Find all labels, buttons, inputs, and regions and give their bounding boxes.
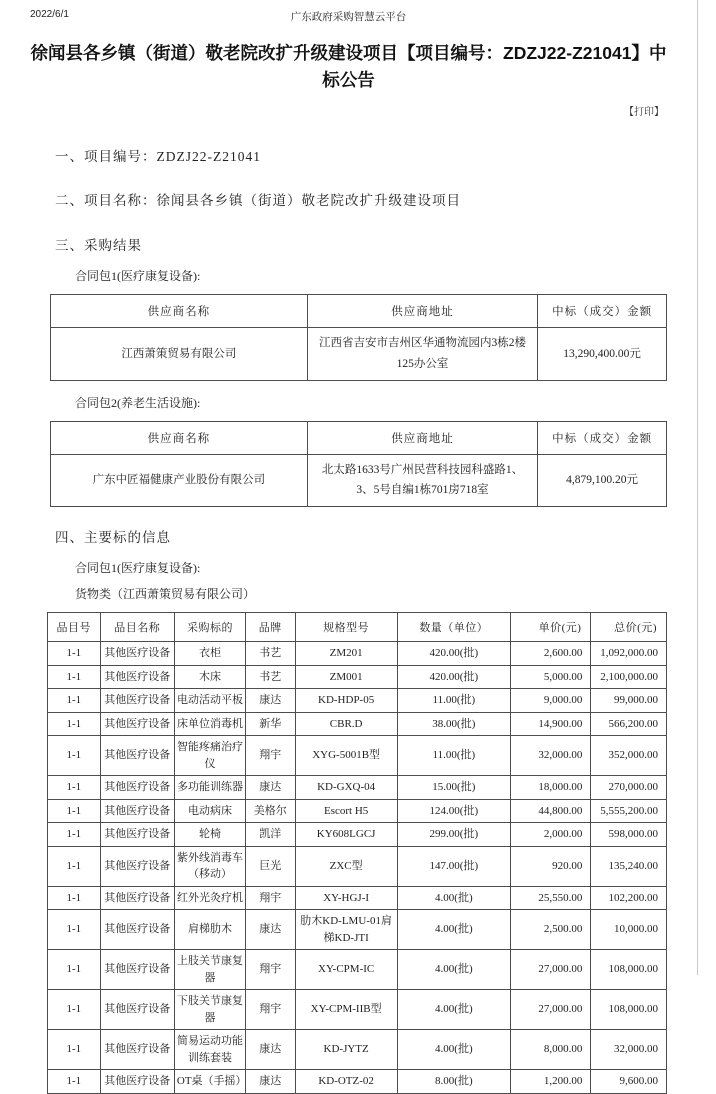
table-cell: 270,000.00 [591,776,667,800]
table-cell: 124.00(批) [397,799,510,823]
table-cell: 康达 [246,1070,296,1094]
table-row [48,823,667,847]
table-cell: 8,000.00 [510,1030,590,1070]
table-cell: 8.00(批) [397,1070,510,1094]
table-cell: 11.00(批) [397,736,510,776]
table-row [48,736,667,776]
column-header-item-number: 品目号 [48,613,101,642]
table-cell: 下肢关节康复器 [174,990,245,1030]
table-cell: 32,000.00 [510,736,590,776]
table-cell: KD-OTZ-02 [295,1070,397,1094]
table-cell: ZM001 [295,665,397,689]
table-cell: 1-1 [48,1030,101,1070]
table-cell: 4.00(批) [397,1030,510,1070]
table-cell: 566,200.00 [591,712,667,736]
table-cell: 27,000.00 [510,950,590,990]
table-cell: 江西萧策贸易有限公司 [51,328,308,380]
table-cell: XYG-5001B型 [295,736,397,776]
table-cell: 352,000.00 [591,736,667,776]
package2-result-table [50,421,667,507]
table-cell: 其他医疗设备 [100,886,174,910]
table-cell: 1-1 [48,990,101,1030]
table-cell: 1-1 [48,886,101,910]
table-cell: 38.00(批) [397,712,510,736]
table-cell: KD-GXQ-04 [295,776,397,800]
table-cell: 108,000.00 [591,950,667,990]
table-cell: 其他医疗设备 [100,950,174,990]
table-cell: KD-JYTZ [295,1030,397,1070]
table-cell: 其他医疗设备 [100,712,174,736]
table-cell: 紫外线消毒车（移动） [174,846,245,886]
table-cell: 11.00(批) [397,689,510,713]
table-cell: 其他医疗设备 [100,665,174,689]
column-header-total-price: 总价(元) [591,613,667,642]
table-cell: 翔宇 [246,886,296,910]
table-cell: 9,600.00 [591,1070,667,1094]
table-cell: 新华 [246,712,296,736]
table-cell: 32,000.00 [591,1030,667,1070]
table-row [51,454,667,506]
table-cell: 其他医疗设备 [100,990,174,1030]
table-cell: 1-1 [48,642,101,666]
table-cell: 1-1 [48,1070,101,1094]
table-cell: 18,000.00 [510,776,590,800]
table-cell: ZXC型 [295,846,397,886]
table-cell: 1-1 [48,950,101,990]
table-cell: 5,000.00 [510,665,590,689]
table-row [48,886,667,910]
table-row [48,990,667,1030]
print-header-bar [0,0,697,26]
table-cell: 康达 [246,776,296,800]
table-cell: 1-1 [48,736,101,776]
table-row [48,665,667,689]
table-cell: 1-1 [48,846,101,886]
table-cell: 4.00(批) [397,950,510,990]
table-cell: 轮椅 [174,823,245,847]
goods-category-label: 货物类（江西萧策贸易有限公司） [75,587,256,601]
table-row [48,776,667,800]
print-date: 2022/6/1 [30,9,69,20]
table-cell: 肋木KD-LMU-01肩梯KD-JTI [295,910,397,950]
table-cell: 床单位消毒机 [174,712,245,736]
table-cell: 102,200.00 [591,886,667,910]
table-row [48,1070,667,1094]
table-cell: 书艺 [246,665,296,689]
table-cell: 1-1 [48,910,101,950]
page-title: 徐闻县各乡镇（街道）敬老院改扩升级建设项目【项目编号：ZDZJ22-Z21041】中标公告 [30,43,667,91]
main-subject-table [47,612,667,1094]
package2-label: 合同包2(养老生活设施): [75,395,201,410]
package1-label-repeat: 合同包1(医疗康复设备): [75,561,201,575]
document-content [0,145,697,1093]
table-cell: 书艺 [246,642,296,666]
column-header-supplier-address: 供应商地址 [307,421,537,454]
table-cell: 135,240.00 [591,846,667,886]
table-cell: 美格尔 [246,799,296,823]
table-cell: 其他医疗设备 [100,776,174,800]
table-cell: 上肢关节康复器 [174,950,245,990]
table-cell: 27,000.00 [510,990,590,1030]
table-cell: 420.00(批) [397,665,510,689]
column-header-award-amount: 中标（成交）金额 [538,295,667,328]
section-project-name: 二、项目名称：徐闻县各乡镇（街道）敬老院改扩升级建设项目 [55,193,461,209]
print-row [0,103,697,118]
table-cell: 电动活动平板 [174,689,245,713]
table-row [48,712,667,736]
table-cell: 25,550.00 [510,886,590,910]
table-cell: 1,092,000.00 [591,642,667,666]
table-cell: 其他医疗设备 [100,799,174,823]
table-cell: 其他医疗设备 [100,1030,174,1070]
table-cell: 4,879,100.20元 [538,454,667,506]
table-row [48,689,667,713]
table-cell: CBR.D [295,712,397,736]
table-cell: 5,555,200.00 [591,799,667,823]
table-cell: 其他医疗设备 [100,1070,174,1094]
table-cell: KY608LGCJ [295,823,397,847]
table-cell: 9,000.00 [510,689,590,713]
table-cell: 其他医疗设备 [100,642,174,666]
table-cell: 其他医疗设备 [100,736,174,776]
table-cell: 4.00(批) [397,910,510,950]
table-cell: KD-HDP-05 [295,689,397,713]
column-header-procurement-subject: 采购标的 [174,613,245,642]
table-cell: 翔宇 [246,990,296,1030]
table-cell: 其他医疗设备 [100,689,174,713]
table-cell: 2,600.00 [510,642,590,666]
table-cell: 凯洋 [246,823,296,847]
column-header-supplier-address: 供应商地址 [307,295,537,328]
table-cell: 红外光灸疗机 [174,886,245,910]
table-cell: 衣柜 [174,642,245,666]
table-cell: 其他医疗设备 [100,823,174,847]
table-cell: 巨光 [246,846,296,886]
table-cell: 4.00(批) [397,886,510,910]
table-cell: 1-1 [48,776,101,800]
table-cell: XY-CPM-IC [295,950,397,990]
table-row [51,328,667,380]
table-cell: 康达 [246,1030,296,1070]
package1-label: 合同包1(医疗康复设备): [75,269,201,284]
table-cell: 1-1 [48,689,101,713]
table-row [48,910,667,950]
table-cell: 多功能训练器 [174,776,245,800]
table-cell: 99,000.00 [591,689,667,713]
table-cell: 翔宇 [246,950,296,990]
table-cell: 920.00 [510,846,590,886]
table-cell: 10,000.00 [591,910,667,950]
table-cell: 康达 [246,910,296,950]
table-header-row [51,421,667,454]
table-cell: 15.00(批) [397,776,510,800]
table-cell: 13,290,400.00元 [538,328,667,380]
column-header-quantity-unit: 数量（单位） [397,613,510,642]
package1-result-table [50,294,667,380]
table-cell: 木床 [174,665,245,689]
table-cell: 14,900.00 [510,712,590,736]
table-cell: 其他医疗设备 [100,846,174,886]
table-row [48,642,667,666]
table-cell: 1,200.00 [510,1070,590,1094]
table-row [48,846,667,886]
table-cell: 翔宇 [246,736,296,776]
table-cell: 2,000.00 [510,823,590,847]
table-cell: 108,000.00 [591,990,667,1030]
print-button[interactable]: 【打印】 [624,107,664,119]
table-cell: 其他医疗设备 [100,910,174,950]
table-cell: XY-CPM-IIB型 [295,990,397,1030]
column-header-brand: 品牌 [246,613,296,642]
table-header-row [51,295,667,328]
table-cell: 4.00(批) [397,990,510,1030]
table-row [48,950,667,990]
table-cell: 299.00(批) [397,823,510,847]
table-cell: Escort H5 [295,799,397,823]
table-cell: 1-1 [48,712,101,736]
section-main-subject-info: 四、主要标的信息 [55,530,171,545]
platform-title: 广东政府采购智慧云平台 [290,12,407,23]
table-cell: OT桌（手摇） [174,1070,245,1094]
table-cell: 1-1 [48,665,101,689]
table-cell: 北太路1633号广州民营科技园科盛路1、3、5号自编1栋701房718室 [307,454,537,506]
table-cell: 1-1 [48,799,101,823]
section-project-number: 一、项目编号：ZDZJ22-Z21041 [55,149,261,165]
table-cell: 1-1 [48,823,101,847]
table-cell: 康达 [246,689,296,713]
table-cell: 147.00(批) [397,846,510,886]
table-cell: 智能疼痛治疗仪 [174,736,245,776]
column-header-award-amount: 中标（成交）金额 [538,421,667,454]
table-header-row [48,613,667,642]
table-row [48,1030,667,1070]
table-cell: 简易运动功能训练套装 [174,1030,245,1070]
table-cell: 2,500.00 [510,910,590,950]
table-cell: XY-HGJ-I [295,886,397,910]
table-cell: 江西省吉安市吉州区华通物流园内3栋2楼125办公室 [307,328,537,380]
table-cell: 2,100,000.00 [591,665,667,689]
table-cell: 44,800.00 [510,799,590,823]
table-cell: ZM201 [295,642,397,666]
table-cell: 广东中匠福健康产业股份有限公司 [51,454,308,506]
column-header-supplier-name: 供应商名称 [51,295,308,328]
section-procurement-result: 三、采购结果 [55,238,142,254]
table-cell: 电动病床 [174,799,245,823]
table-cell: 肩梯肋木 [174,910,245,950]
column-header-unit-price: 单价(元) [510,613,590,642]
table-cell: 420.00(批) [397,642,510,666]
table-row [48,799,667,823]
column-header-item-name: 品目名称 [100,613,174,642]
column-header-spec-model: 规格型号 [295,613,397,642]
table-cell: 598,000.00 [591,823,667,847]
column-header-supplier-name: 供应商名称 [51,421,308,454]
